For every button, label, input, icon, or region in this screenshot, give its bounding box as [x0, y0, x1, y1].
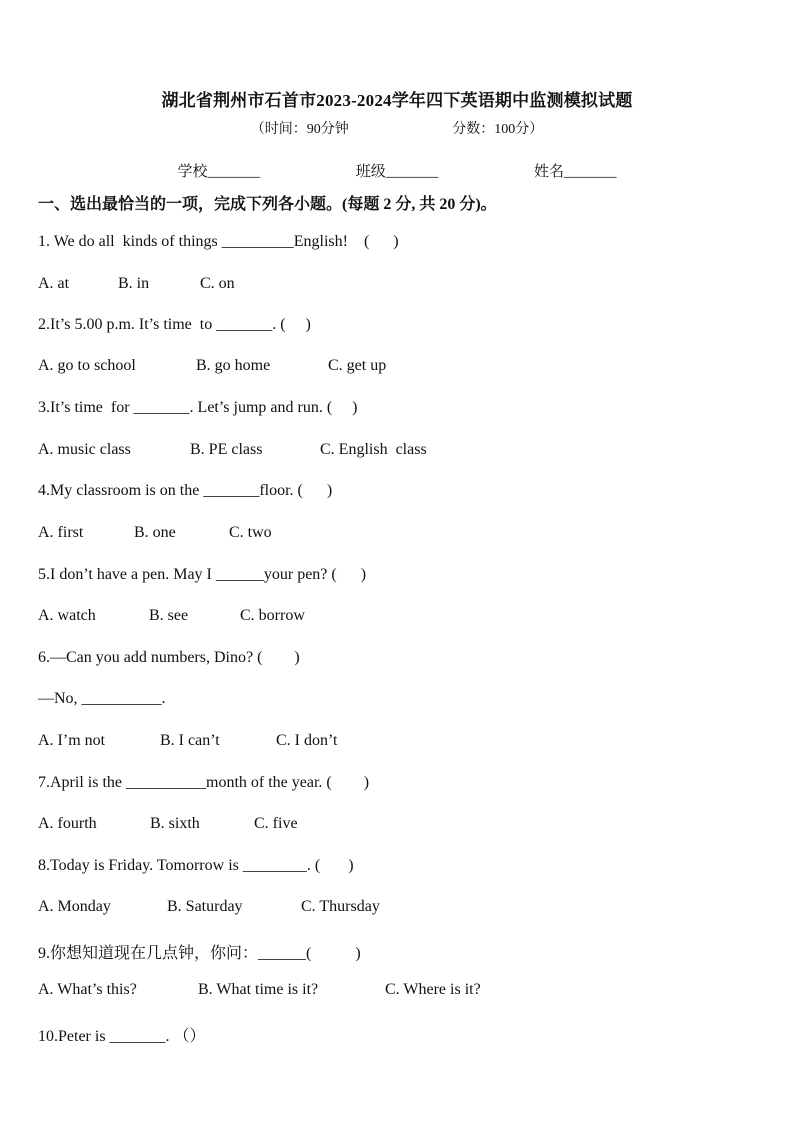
option-b: B. What time is it? [198, 981, 319, 998]
option-b: B. PE class [190, 441, 263, 458]
option-b: B. in [118, 275, 150, 292]
exam-score: 分数：100分） [452, 122, 544, 137]
option-c: C. get up [328, 357, 387, 374]
option-a: A. I’m not [38, 732, 106, 749]
option-a: A. What’s this? [38, 981, 137, 998]
option-b: B. Saturday [167, 898, 243, 915]
option-a: A. fourth [38, 815, 97, 832]
question-4-options [38, 524, 272, 542]
name-field: 姓名_______ [534, 164, 617, 180]
option-c: C. two [229, 524, 272, 541]
option-b: B. go home [196, 357, 271, 374]
option-c: C. on [200, 275, 235, 292]
question-9-options [38, 981, 481, 999]
question-5-options [38, 607, 305, 625]
option-a: A. watch [38, 607, 96, 624]
question-10-stem: 10.Peter is _______. （） [38, 1028, 206, 1045]
question-6-answer-line: —No, __________. [38, 690, 166, 707]
section-heading: 一、选出最恰当的一项，完成下列各小题。(每题 2 分, 共 20 分)。 [38, 196, 497, 213]
option-c: C. Thursday [301, 898, 380, 915]
question-1-stem: 1. We do all kinds of things _________English! ( ) [38, 233, 399, 250]
question-7-stem: 7.April is the __________month of the year. ( ) [38, 774, 370, 791]
option-c: C. five [254, 815, 298, 832]
question-9-stem: 9.你想知道现在几点钟，你问：______( ) [38, 945, 361, 962]
option-a: A. first [38, 524, 84, 541]
option-c: C. borrow [240, 607, 305, 624]
exam-title: 湖北省荆州市石首市2023-2024学年四下英语期中监测模拟试题 [161, 91, 633, 110]
option-b: B. sixth [150, 815, 200, 832]
option-a: A. music class [38, 441, 131, 458]
class-field: 班级_______ [355, 164, 439, 180]
option-c: C. I don’t [276, 732, 338, 749]
question-7-options [38, 815, 298, 833]
question-8-options [38, 898, 380, 916]
question-2-stem: 2.It’s 5.00 p.m. It’s time to _______. ( ) [38, 316, 311, 333]
option-a: A. Monday [38, 898, 111, 915]
exam-meta [0, 118, 794, 138]
question-3-options [38, 441, 427, 459]
option-a: A. at [38, 275, 70, 292]
question-6-stem: 6.—Can you add numbers, Dino? ( ) [38, 649, 300, 666]
question-4-stem: 4.My classroom is on the _______floor. ( ) [38, 482, 333, 499]
school-field: 学校_______ [177, 164, 260, 180]
question-8-stem: 8.Today is Friday. Tomorrow is ________. ( ) [38, 857, 354, 874]
student-info-fields [0, 160, 794, 181]
question-6-options [38, 732, 337, 750]
question-5-stem: 5.I don’t have a pen. May I ______your pen? ( ) [38, 566, 367, 583]
option-a: A. go to school [38, 357, 136, 374]
option-b: B. see [149, 607, 189, 624]
exam-time: （时间：90分钟 [250, 122, 349, 137]
option-c: C. Where is it? [385, 981, 481, 998]
option-b: B. one [134, 524, 176, 541]
question-3-stem: 3.It’s time for _______. Let’s jump and run. ( ) [38, 399, 358, 416]
question-1-options [38, 275, 235, 293]
question-2-options [38, 357, 386, 375]
option-c: C. English class [320, 441, 427, 458]
option-b: B. I can’t [160, 732, 220, 749]
